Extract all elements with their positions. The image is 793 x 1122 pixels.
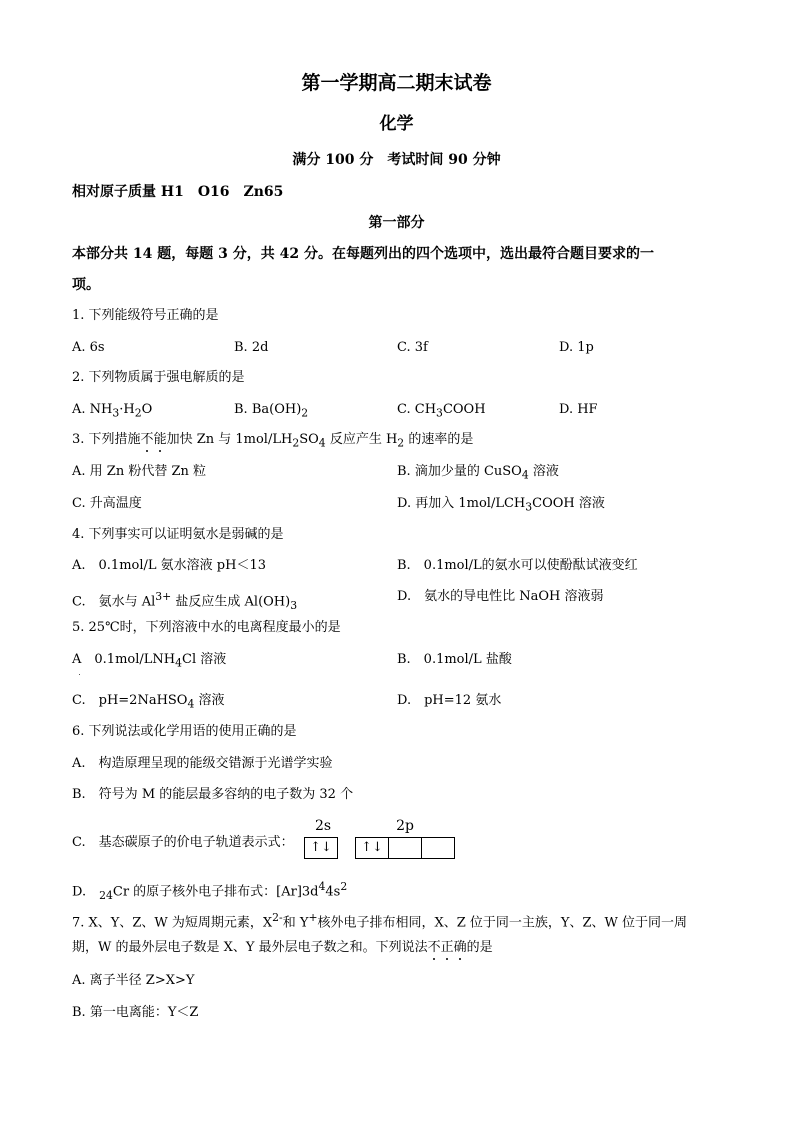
q5-option-b: B. 0.1mol/L 盐酸 — [397, 652, 512, 667]
q5-stem: 5. 25℃时，下列溶液中水的电离程度最小的是 — [72, 620, 341, 635]
q1-option-d: D. 1p — [559, 340, 594, 355]
orbital-2p-boxes — [355, 837, 455, 859]
print-speck — [79, 674, 80, 675]
orbital-2p-label: 2p — [396, 818, 414, 834]
q7-option-b: B. 第一电离能：Y＜Z — [72, 1005, 199, 1020]
subject-title: 化学 — [379, 114, 414, 134]
orbital-box: ↑↓ — [310, 840, 332, 855]
orbital-2s-boxes — [304, 837, 338, 859]
q1-option-c: C. 3f — [397, 340, 428, 355]
orbital-2s-label: 2s — [314, 818, 332, 834]
q2-option-a: A. $NH_3\cdot H_2O$ — [72, 402, 153, 420]
q6-option-a: A. 构造原理呈现的能级交错源于光谱学实验 — [72, 756, 333, 771]
q3-stem: 3. 下列措施不能加快 Zn 与 $1mol/LH_2SO_4$ 反应产生 $H_2$ 的速率的是 — [72, 432, 474, 450]
exam-info: 满分 100 分 考试时间 90 分钟 — [292, 152, 501, 168]
part-instructions-line2: 项。 — [72, 277, 100, 293]
q7-option-a: A. 离子半径 Z>X>Y — [72, 973, 195, 988]
part-heading: 第一部分 — [368, 215, 425, 231]
q4-stem: 4. 下列事实可以证明氨水是弱碱的是 — [72, 527, 284, 542]
q2-option-d: D. HF — [559, 402, 598, 417]
q5-option-d: D. pH=12 氨水 — [397, 693, 502, 708]
part-instructions-line1: 本部分共 14 题，每题 3 分，共 42 分。在每题列出的四个选项中，选出最符合题目要求的一 — [72, 246, 654, 262]
q4-option-c: C. 氨水与 $Al^{3+}$ 盐反应生成 $Al(OH)_3$ — [72, 590, 298, 612]
q2-option-b: B. $Ba(OH)_2$ — [234, 402, 309, 420]
q3-option-c: C. 升高温度 — [72, 496, 142, 511]
q7-stem-line1: 7. X、Y、Z、W 为短周期元素，$X^{2-}$和 Y+核外电子排布相同，X、Z 位于同一主族，Y、Z、W 位于同一周 — [72, 911, 688, 931]
q4-option-a: A. 0.1mol/L 氨水溶液 pH＜13 — [72, 558, 266, 573]
exam-title: 第一学期高二期末试卷 — [301, 72, 492, 94]
q1-option-b: B. 2d — [234, 340, 269, 355]
q7-stem-line2: 期，W 的最外层电子数是 X、Y 最外层电子数之和。下列说法不正确的是 — [72, 940, 493, 955]
q3-option-b: B. 滴加少量的 CuSO$_4$ 溶液 — [397, 464, 559, 482]
q5-option-a: A $0.1mol/LNH_4Cl$ 溶液 — [72, 652, 227, 670]
q2-option-c: C. $CH_3COOH$ — [397, 402, 486, 420]
q5-option-c: C. pH=2NaHSO$_4$ 溶液 — [72, 693, 225, 711]
atomic-mass-line: 相对原子质量 H1 O16 Zn65 — [72, 184, 284, 200]
q3-option-a: A. 用 Zn 粉代替 Zn 粒 — [72, 464, 206, 479]
q1-stem: 1. 下列能级符号正确的是 — [72, 308, 219, 323]
q6-option-b: B. 符号为 M 的能层最多容纳的电子数为 32 个 — [72, 787, 354, 802]
q6-option-c: C. 基态碳原子的价电子轨道表示式： — [72, 835, 294, 850]
q4-option-b: B. 0.1mol/L的氨水可以使酚酞试液变红 — [397, 558, 638, 573]
orbital-box: ↑↓ — [356, 838, 389, 858]
orbital-box — [422, 838, 454, 858]
q4-option-d: D. 氨水的导电性比 NaOH 溶液弱 — [397, 589, 604, 604]
q3-option-d: D. 再加入 $1mol/LCH_3COOH$ 溶液 — [397, 496, 605, 514]
q6-stem: 6. 下列说法或化学用语的使用正确的是 — [72, 724, 297, 739]
orbital-box — [389, 838, 422, 858]
q1-option-a: A. 6s — [72, 340, 105, 355]
q2-stem: 2. 下列物质属于强电解质的是 — [72, 370, 245, 385]
q6-option-d: D. $_{24}$Cr 的原子核外电子排布式：$[Ar]3d^44s^2$ — [72, 880, 348, 902]
